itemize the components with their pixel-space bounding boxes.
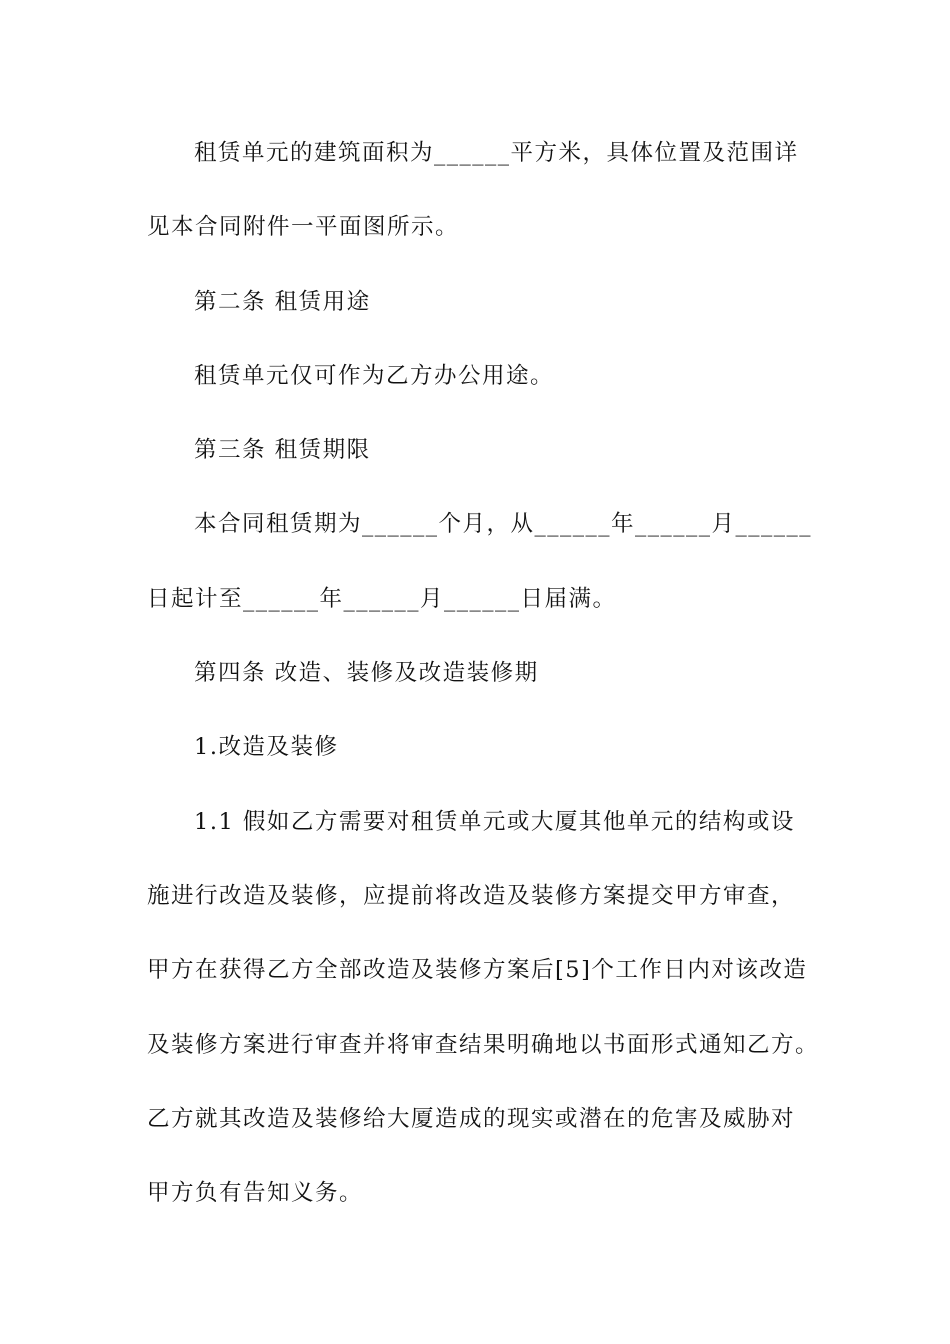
paragraph-line: 租赁单元仅可作为乙方办公用途。	[194, 362, 555, 389]
article-heading: 第四条 改造、装修及改造装修期	[194, 660, 539, 687]
paragraph-line: 及装修方案进行审查并将审查结果明确地以书面形式通知乙方。	[147, 1031, 820, 1058]
document-body	[147, 128, 820, 1242]
paragraph-line: 乙方就其改造及装修给大厦造成的现实或潜在的危害及威胁对	[147, 1105, 796, 1132]
article-heading: 第二条 租赁用途	[194, 288, 371, 315]
paragraph-line: 租赁单元的建筑面积为______平方米，具体位置及范围详	[194, 140, 799, 166]
section-heading: 1.改造及装修	[194, 734, 339, 761]
paragraph-line: 见本合同附件一平面图所示。	[147, 214, 460, 241]
paragraph-line: 甲方负有告知义务。	[147, 1180, 364, 1207]
article-heading: 第三条 租赁期限	[194, 437, 371, 464]
paragraph-line: 1.1 假如乙方需要对租赁单元或大厦其他单元的结构或设	[194, 808, 795, 835]
paragraph-line: 甲方在获得乙方全部改造及装修方案后[5]个工作日内对该改造	[147, 957, 808, 984]
paragraph-line: 本合同租赁期为______个月，从______年______月______	[194, 511, 813, 538]
paragraph-line: 施进行改造及装修，应提前将改造及装修方案提交甲方审查，	[147, 882, 796, 909]
paragraph-line: 日起计至______年______月______日届满。	[147, 585, 617, 612]
